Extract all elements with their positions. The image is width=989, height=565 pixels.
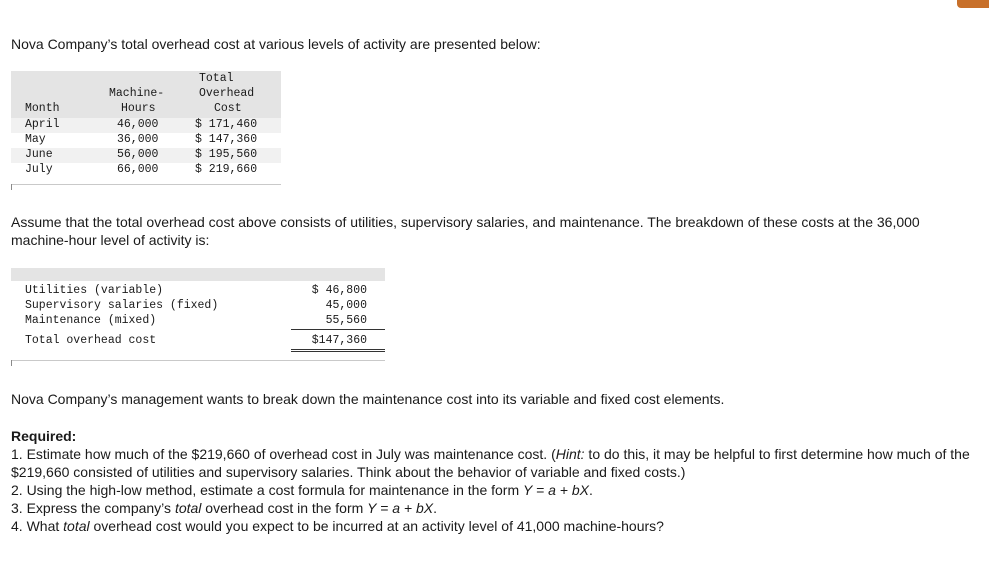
corner-tab [957,0,989,8]
question-2-formula: Y = a + bX [523,482,589,498]
question-1-hint: Hint: [555,446,585,462]
table-footer-tick [11,184,12,190]
question-2-end: . [588,482,593,498]
breakdown-value: 55,560 [325,314,367,327]
row-hours: 66,000 [117,163,159,176]
breakdown-label: Maintenance (mixed) [25,314,157,327]
question-3 [11,499,971,517]
activity-cost-table [11,71,281,191]
row-hours: 46,000 [117,118,159,131]
question-4-text-cont: overhead cost would you expect to be incurred at an activity level of 41,000 machine-hours? [89,518,664,534]
required-section [11,427,971,535]
row-month: May [25,133,46,146]
question-4 [11,517,971,535]
assumption-text: Assume that the total overhead cost above consists of utilities, supervisory salaries, and maintenance. The breakdown of these costs at the 36,000 machine-hour level of activity is: [11,214,920,248]
breakdown-label: Utilities (variable) [25,284,164,297]
cost-breakdown-table [11,268,385,368]
table-footer-rule [11,360,385,367]
row-hours: 36,000 [117,133,159,146]
question-3-emphasis: total [174,500,202,516]
question-3-text: 3. Express the company’s [11,500,175,516]
table-header-band [11,268,385,281]
question-3-end: . [433,500,437,516]
row-hours: 56,000 [117,148,159,161]
row-cost: $ 147,360 [195,133,258,146]
breakdown-value: $ 46,800 [311,284,367,297]
intro-text: Nova Company’s total overhead cost at various levels of activity are presented below: [11,36,541,52]
question-1-text-cont: to do this, it may be helpful to first determine how much of the $219,660 consisted of utilities and supervisory salaries. Think about the behavior of variable and fixed costs.) [11,446,970,480]
question-1-text: 1. Estimate how much of the $219,660 of overhead cost in July was maintenance cost. ( [11,446,556,462]
question-1 [11,445,971,481]
row-month: June [25,148,53,161]
required-heading: Required: [11,428,77,444]
total-double-rule [291,349,385,352]
header-cost-line3: Cost [214,102,242,115]
question-3-text-cont: overhead cost in the form [201,500,368,516]
header-hours-line2: Hours [121,102,156,115]
header-month: Month [25,102,60,115]
question-3-formula: Y = a + bX [367,500,434,516]
row-cost: $ 171,460 [195,118,258,131]
subtotal-rule [291,329,385,330]
row-month: April [25,118,60,131]
question-2 [11,481,971,499]
breakdown-value: 45,000 [325,299,367,312]
header-cost-line1: Total [199,72,234,85]
question-2-text: 2. Using the high-low method, estimate a cost formula for maintenance in the form [11,482,524,498]
question-4-emphasis: total [63,518,90,534]
breakdown-label: Supervisory salaries (fixed) [25,299,219,312]
breakdown-total-value: $147,360 [311,334,367,347]
table-footer-rule [11,184,281,191]
row-cost: $ 219,660 [195,163,258,176]
header-cost-line2: Overhead [199,87,255,100]
breakdown-total-label: Total overhead cost [25,334,157,347]
header-hours-line1: Machine- [109,87,165,100]
row-cost: $ 195,560 [195,148,258,161]
table-footer-tick [11,360,12,366]
management-text: Nova Company’s management wants to break down the maintenance cost into its variable and fixed cost elements. [11,391,725,407]
row-month: July [25,163,53,176]
question-4-text: 4. What [11,518,64,534]
